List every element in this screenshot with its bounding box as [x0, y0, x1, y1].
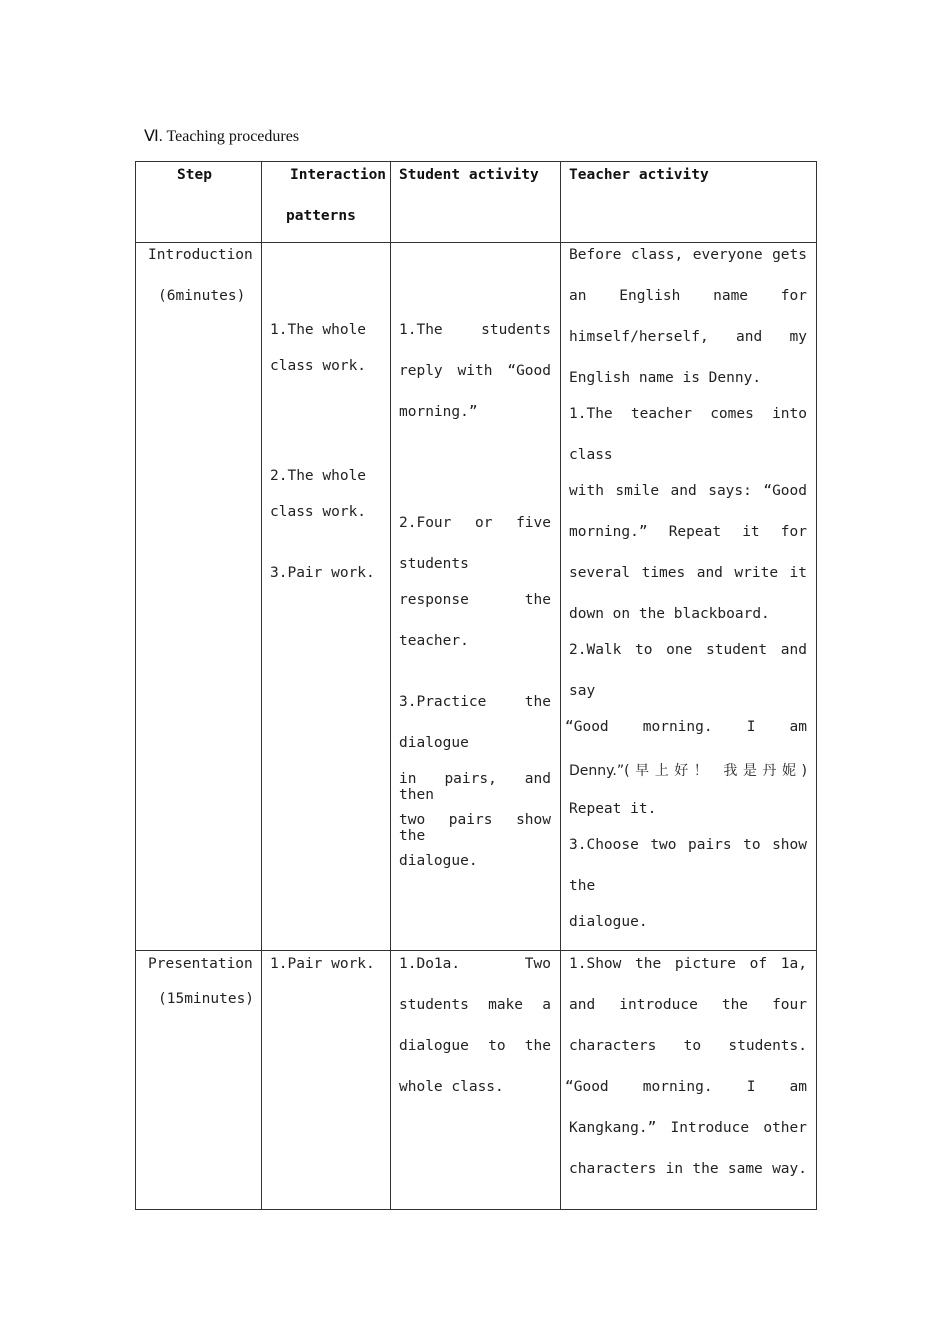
step-name: Introduction — [148, 247, 253, 263]
text-line: “Good morning. I am — [565, 1079, 807, 1095]
text-line: Denny.”(早上好！ 我是丹妮) — [569, 763, 807, 779]
text-line: down on the blackboard. — [569, 606, 770, 622]
text-line: 3.Pair work. — [270, 565, 375, 581]
text-line: 1.Pair work. — [270, 956, 375, 972]
step-duration: (6minutes) — [158, 288, 246, 304]
header-interaction-line-2: patterns — [286, 208, 356, 224]
text-line: “Good morning. I am — [565, 719, 807, 735]
text-line: teacher. — [399, 633, 469, 649]
step-cell — [136, 243, 262, 951]
teaching-procedures-table — [135, 161, 817, 1210]
header-step-label: Step — [177, 167, 212, 183]
text-line: reply with “Good — [399, 363, 551, 379]
teacher-cell — [561, 951, 817, 1210]
step-cell — [136, 951, 262, 1210]
text-line: Repeat it. — [569, 801, 657, 817]
interaction-cell — [262, 951, 391, 1210]
text-line: characters to students. — [569, 1038, 807, 1054]
table-row — [136, 243, 817, 951]
text-line: class work. — [270, 504, 367, 520]
text-line: 1.Do1a. Two — [399, 956, 551, 972]
text-line: 1.The teacher comes into — [569, 406, 807, 422]
text-line: dialogue — [399, 735, 469, 751]
text-line: an English name for — [569, 288, 807, 304]
text-line: whole class. — [399, 1079, 504, 1095]
student-cell — [391, 243, 561, 951]
header-student — [391, 162, 561, 243]
teacher-cell — [561, 243, 817, 951]
header-interaction — [262, 162, 391, 243]
header-teacher-label: Teacher activity — [569, 167, 709, 183]
text-line: response the — [399, 592, 551, 608]
text-line: dialogue to the — [399, 1038, 551, 1054]
text-line: Kangkang.” Introduce other — [569, 1120, 807, 1136]
text-line: 1.The whole — [270, 322, 367, 338]
header-step — [136, 162, 262, 243]
text-line: two pairs show the — [399, 812, 551, 844]
header-teacher — [561, 162, 817, 243]
text-line: in pairs, and then — [399, 771, 551, 803]
text-line: 2.The whole — [270, 468, 367, 484]
text-line: students make a — [399, 997, 551, 1013]
text-line: English name is Denny. — [569, 370, 762, 386]
text-line: say — [569, 683, 596, 699]
text-line: with smile and says: “Good — [569, 483, 807, 499]
text-line: 1.The students — [399, 322, 551, 338]
interaction-cell — [262, 243, 391, 951]
text-line: dialogue. — [399, 853, 478, 869]
text-line: Before class, everyone gets — [569, 247, 807, 263]
text-line: 3.Practice the — [399, 694, 551, 710]
text-line: 2.Walk to one student and — [569, 642, 807, 658]
text-line: morning.” Repeat it for — [569, 524, 807, 540]
text-line: 2.Four or five — [399, 515, 551, 531]
text-line: 1.Show the picture of 1a, — [569, 956, 807, 972]
text-line: students — [399, 556, 469, 572]
student-cell — [391, 951, 561, 1210]
step-name: Presentation — [148, 956, 253, 972]
table-row — [136, 951, 817, 1210]
text-line: and introduce the four — [569, 997, 807, 1013]
text-line: characters in the same way. — [569, 1161, 807, 1177]
text-line: himself/herself, and my — [569, 329, 807, 345]
text-line: morning.” — [399, 404, 478, 420]
text-line: class work. — [270, 358, 367, 374]
text-line: class — [569, 447, 613, 463]
header-interaction-line-1: Interaction — [290, 167, 387, 183]
text-line: 3.Choose two pairs to show — [569, 837, 807, 853]
header-student-label: Student activity — [399, 167, 539, 183]
text-line: several times and write it — [569, 565, 807, 581]
text-line: dialogue. — [569, 914, 648, 930]
header-row — [136, 162, 817, 243]
step-duration: (15minutes) — [158, 991, 255, 1007]
text-line: the — [569, 878, 596, 894]
section-heading: Ⅵ. Teaching procedures — [144, 128, 300, 145]
